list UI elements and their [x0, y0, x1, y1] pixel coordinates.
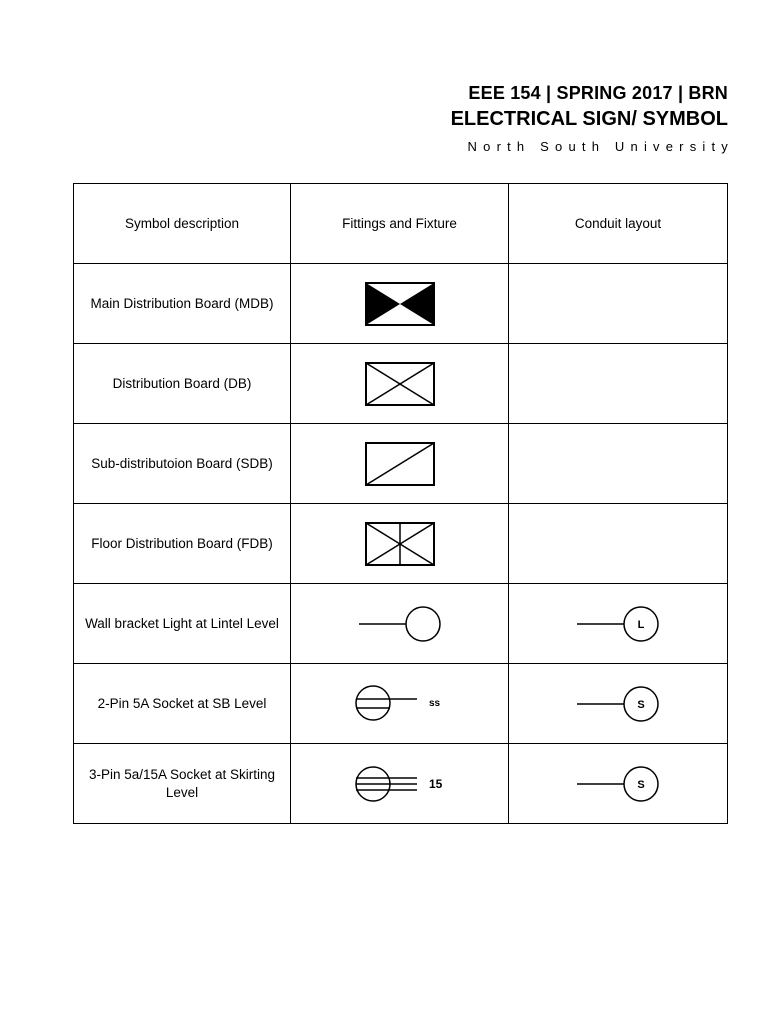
column-header-description: Symbol description: [74, 184, 291, 264]
conduit-cell: [509, 664, 728, 744]
fixture-cell: [291, 664, 509, 744]
conduit-socket-icon: [576, 764, 660, 804]
conduit-cell: [509, 504, 728, 584]
row-description: Floor Distribution Board (FDB): [74, 504, 291, 584]
conduit-label: L: [637, 618, 645, 631]
three-pin-socket-icon: [355, 764, 445, 804]
fixture-cell: [291, 584, 509, 664]
two-pin-socket-icon: [355, 684, 445, 724]
row-description: 3-Pin 5a/15A Socket at Skirting Level: [74, 744, 291, 824]
fdb-symbol-icon: [365, 522, 435, 566]
document-title: ELECTRICAL SIGN/ SYMBOL: [450, 108, 728, 130]
row-description: Distribution Board (DB): [74, 344, 291, 424]
symbol-table: [73, 183, 728, 824]
table-row: [74, 664, 728, 744]
conduit-light-icon: [576, 604, 660, 644]
wall-bracket-light-icon: [358, 604, 442, 644]
fixture-cell: [291, 264, 509, 344]
university-name: North South University: [467, 139, 734, 154]
fixture-label: 15: [428, 776, 442, 791]
table-row: [74, 504, 728, 584]
column-header-conduit: Conduit layout: [509, 184, 728, 264]
row-description: Wall bracket Light at Lintel Level: [74, 584, 291, 664]
mdb-symbol-icon: [365, 282, 435, 326]
fixture-label: ss: [428, 697, 440, 709]
row-description: Sub-distributoion Board (SDB): [74, 424, 291, 504]
conduit-label: S: [637, 778, 645, 791]
conduit-label: S: [637, 698, 645, 711]
table-row: [74, 344, 728, 424]
table-row: [74, 424, 728, 504]
sdb-symbol-icon: [365, 442, 435, 486]
fixture-cell: [291, 744, 509, 824]
table-header-row: [74, 184, 728, 264]
table-row: [74, 744, 728, 824]
row-description: 2-Pin 5A Socket at SB Level: [74, 664, 291, 744]
table-row: [74, 264, 728, 344]
document-header: [450, 82, 734, 156]
conduit-cell: [509, 264, 728, 344]
fixture-cell: [291, 424, 509, 504]
conduit-cell: [509, 744, 728, 824]
conduit-cell: [509, 424, 728, 504]
db-symbol-icon: [365, 362, 435, 406]
conduit-socket-icon: [576, 684, 660, 724]
conduit-cell: [509, 584, 728, 664]
conduit-cell: [509, 344, 728, 424]
column-header-fixture: Fittings and Fixture: [291, 184, 509, 264]
course-line: EEE 154 | SPRING 2017 | BRN: [468, 83, 728, 103]
fixture-cell: [291, 504, 509, 584]
fixture-cell: [291, 344, 509, 424]
row-description: Main Distribution Board (MDB): [74, 264, 291, 344]
table-row: [74, 584, 728, 664]
